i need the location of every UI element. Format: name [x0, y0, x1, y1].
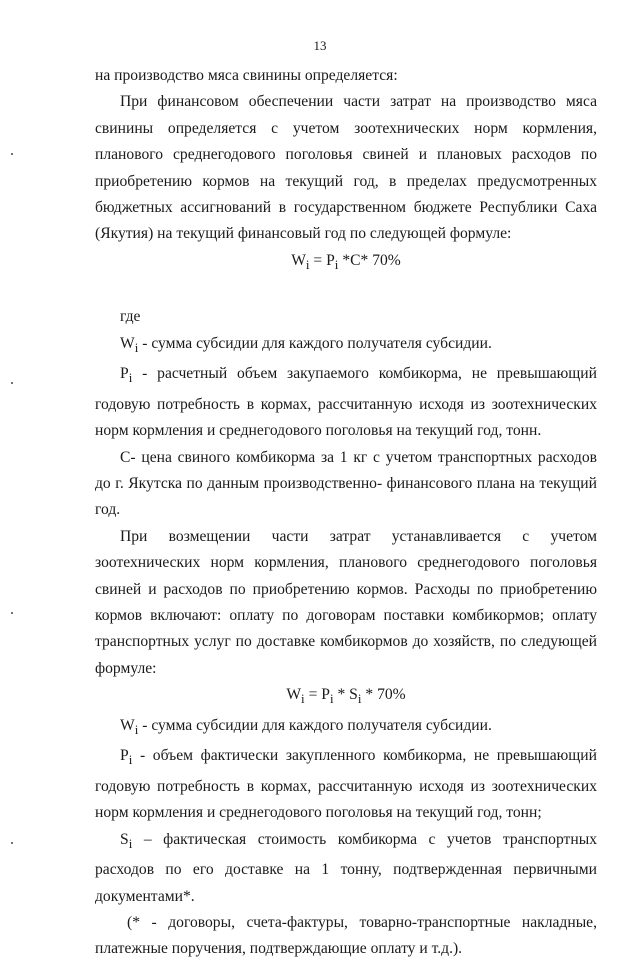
spacer	[95, 278, 597, 304]
definition-p: $P_i$ - расчетный объем закупаемого комбикорма, не превышающий годовую потребность в кормах, рассчитанную исходя из зоотехнических норм кормления и среднегодового поголовья на текущий год, тонн.	[95, 365, 597, 440]
paragraph-intro: на производство мяса свинины определяется:	[95, 67, 398, 84]
paragraph-financing: При финансовом обеспечении части затрат на производство мяса свинины определяется с учетом зоотехнических норм кормления, планового среднегодового поголовья свиней и плановых расходов по приобретению кормов на текущий год, в пределах предусмотренных бюджетных ассигнований в государственном бюджете Республики Саха (Якутия) на текущий финансовый год по следующей формуле:	[95, 93, 597, 243]
paragraph-reimbursement: При возмещении части затрат устанавливается с учетом зоотехнических норм кормления, планового среднегодового поголовья свиней и расходов по приобретению кормов. Расходы по приобретению кормов включают: оплату по договорам поставки комбикормов; оплату транспортных услуг по доставке комбикормов до хозяйств, по следующей формуле:	[95, 527, 597, 677]
formula-financing: $W_i = P_i$ *C* 70%	[291, 251, 401, 272]
definition-c: С- цена свиного комбикорма за 1 кг с учетом транспортных расходов до г. Якутска по данным производственно- финансового плана на текущий год.	[95, 448, 597, 519]
document-body	[95, 63, 597, 963]
scan-speck	[11, 153, 13, 155]
scan-speck	[11, 382, 13, 384]
where-label: где	[120, 308, 141, 326]
page-number: 13	[313, 38, 327, 53]
formula-reimbursement: $W_i = P_i * S_i * 70\%$	[286, 686, 406, 707]
scan-speck	[11, 612, 13, 614]
definition-s: $S_i$ – фактическая стоимость комбикорма с учетов транспортных расходов по его доставке на 1 тонну, подтвержденная первичными документами*.	[95, 830, 597, 905]
definition-w: $W_i$ - сумма субсидии для каждого получателя субсидии.	[120, 334, 492, 355]
definition-p-2: $P_i$ - объем фактически закупленного комбикорма, не превышающий годовую потребность в кормах, рассчитанную исходя из зоотехнических норм кормления и среднегодового поголовья на текущий год, тонн;	[95, 747, 597, 822]
definition-w-2: $W_i$ - сумма субсидии для каждого получателя субсидии.	[120, 716, 492, 737]
scan-speck	[11, 842, 13, 844]
footnote: (* - договоры, счета-фактуры, товарно-транспортные накладные, платежные поручения, подтверждающие оплату и т.д.).	[95, 913, 597, 958]
